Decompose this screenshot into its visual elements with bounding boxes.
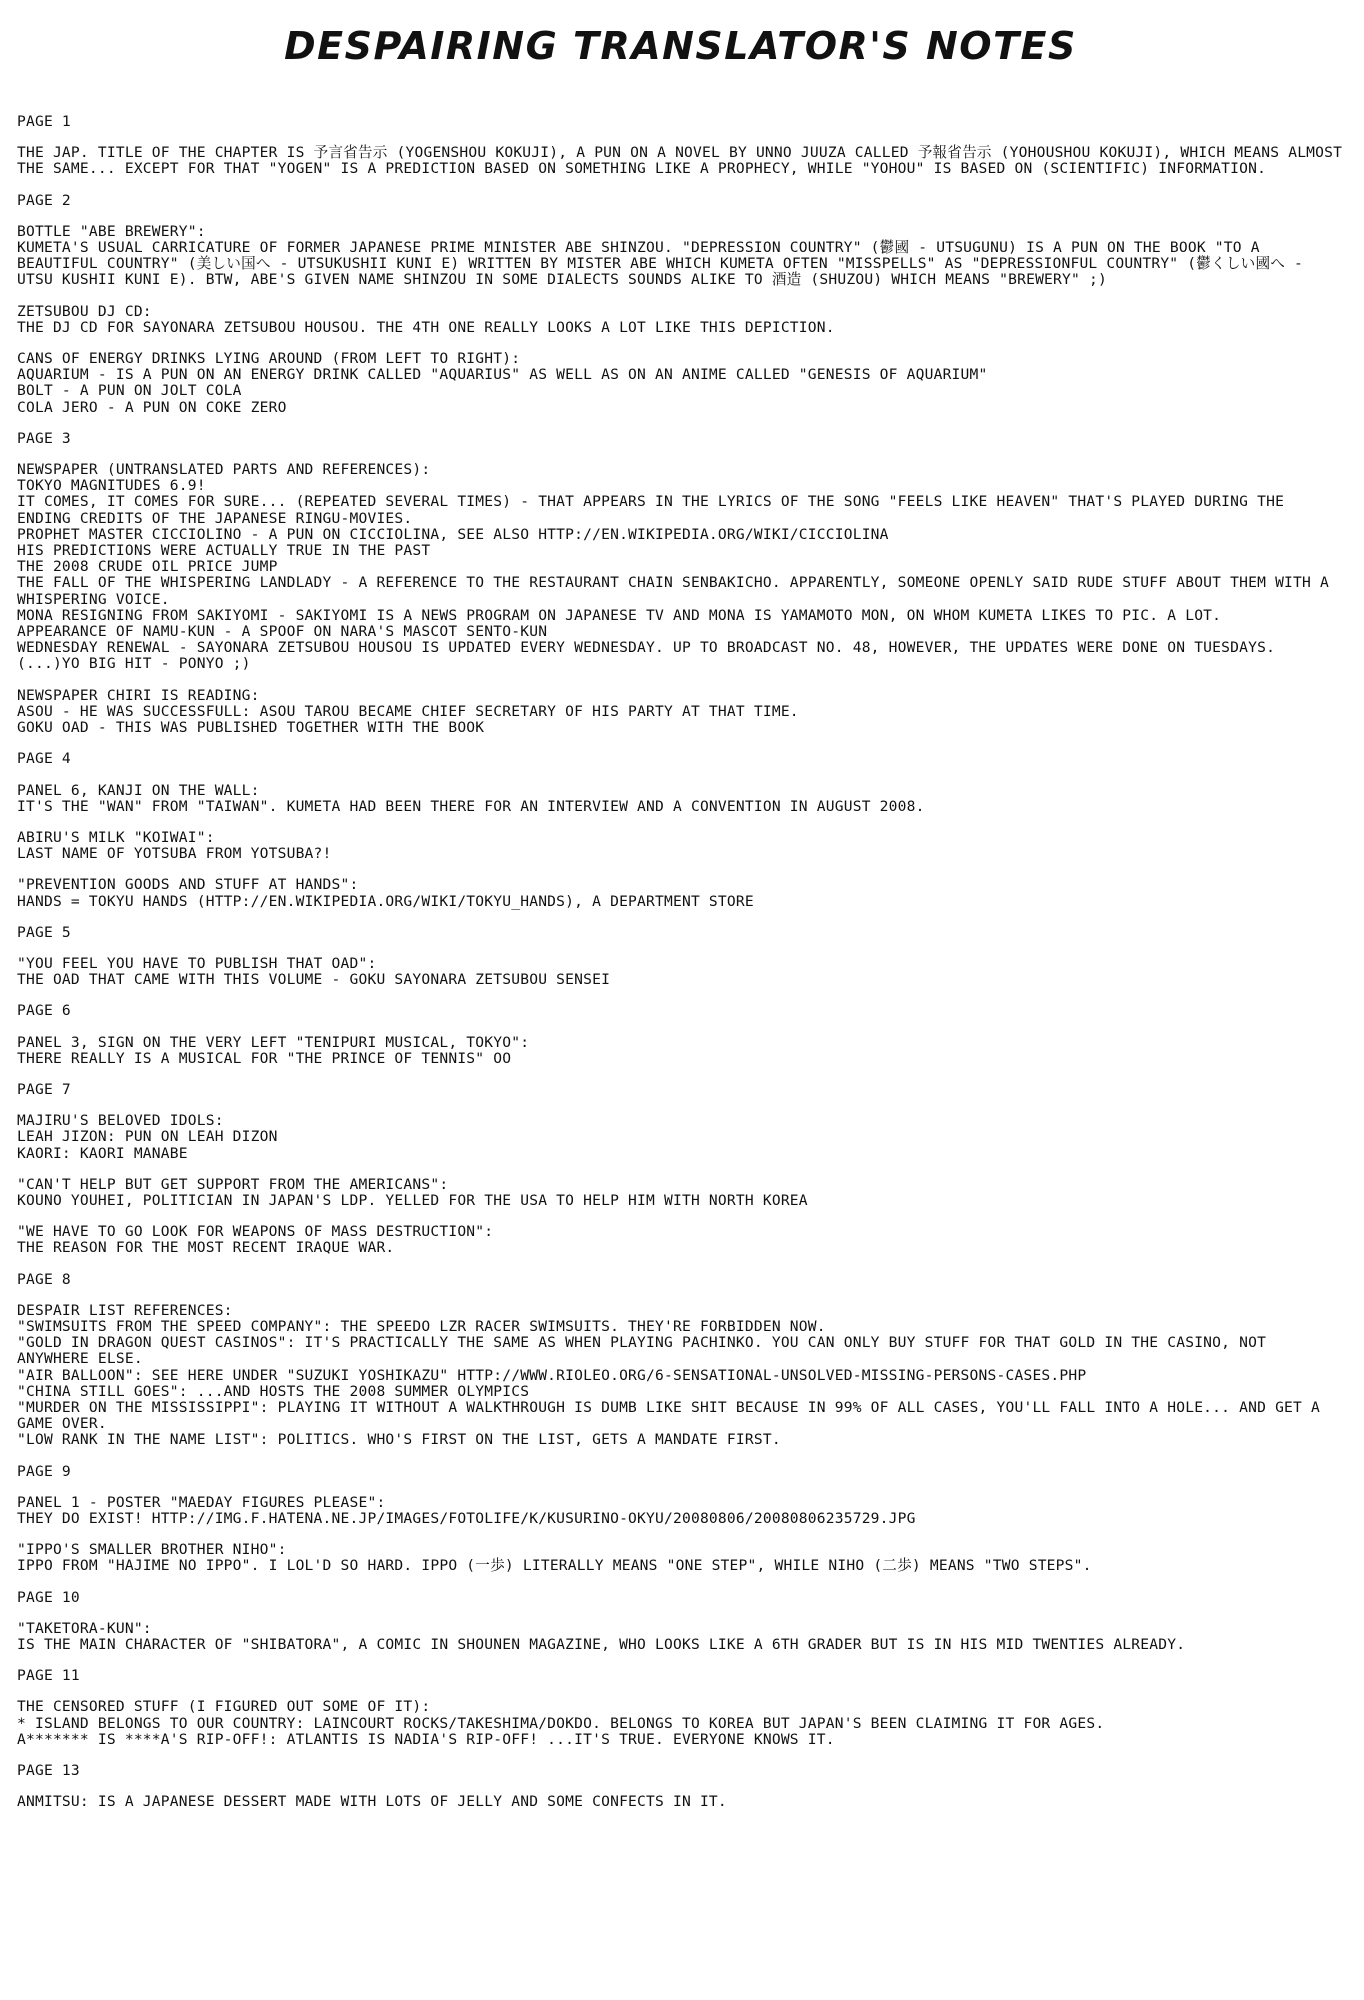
page-heading: PAGE 8 bbox=[17, 1270, 71, 1288]
note-section bbox=[17, 1763, 1344, 1810]
note-block bbox=[17, 688, 1344, 737]
note-block bbox=[17, 304, 1344, 336]
note-section bbox=[17, 1082, 1344, 1257]
note-section bbox=[17, 751, 1344, 909]
note-block bbox=[17, 1035, 1344, 1067]
page-heading: PAGE 9 bbox=[17, 1462, 71, 1480]
note-line: "GOLD IN DRAGON QUEST CASINOS": IT'S PRACTICALLY THE SAME AS WHEN PLAYING PACHINKO. YOU CAN ONLY BUY STUFF FOR THAT GOLD IN THE CASINO, NOT ANYWHERE ELSE. bbox=[17, 1334, 1267, 1368]
note-line: THEY DO EXIST! HTTP://IMG.F.HATENA.NE.JP/IMAGES/FOTOLIFE/K/KUSURINO-OKYU/20080806/20080806235729.JPG bbox=[17, 1510, 916, 1527]
note-line: IS THE MAIN CHARACTER OF "SHIBATORA", A COMIC IN SHOUNEN MAGAZINE, WHO LOOKS LIKE A 6TH GRADER BUT IS IN HIS MID TWENTIES ALREADY. bbox=[17, 1636, 1186, 1654]
note-line: A******* IS ****A'S RIP-OFF!: ATLANTIS IS NADIA'S RIP-OFF! ...IT'S TRUE. EVERYONE KNOWS IT. bbox=[17, 1730, 835, 1748]
note-line: GOKU OAD - THIS WAS PUBLISHED TOGETHER WITH THE BOOK bbox=[17, 719, 485, 737]
note-line: KOUNO YOUHEI, POLITICIAN IN JAPAN'S LDP. YELLED FOR THE USA TO HELP HIM WITH NORTH KOREA bbox=[17, 1191, 808, 1209]
note-section bbox=[17, 925, 1344, 989]
page-heading: PAGE 2 bbox=[17, 191, 71, 209]
note-block bbox=[17, 462, 1344, 673]
page-heading: PAGE 13 bbox=[17, 1762, 80, 1780]
note-block bbox=[17, 830, 1344, 862]
page-heading: PAGE 3 bbox=[17, 429, 71, 447]
note-line: COLA JERO - A PUN ON COKE ZERO bbox=[17, 398, 287, 416]
note-line: "CHINA STILL GOES": ...AND HOSTS THE 2008 SUMMER OLYMPICS bbox=[17, 1382, 530, 1400]
page-heading: PAGE 10 bbox=[17, 1588, 80, 1606]
note-heading: PANEL 3, SIGN ON THE VERY LEFT "TENIPURI MUSICAL, TOKYO": bbox=[17, 1033, 530, 1051]
note-heading: MAJIRU'S BELOVED IDOLS: bbox=[17, 1112, 224, 1130]
note-block bbox=[17, 1303, 1344, 1449]
note-heading: NEWSPAPER CHIRI IS READING: bbox=[17, 686, 260, 704]
note-heading: PANEL 1 - POSTER "MAEDAY FIGURES PLEASE": bbox=[17, 1493, 386, 1511]
notes-body bbox=[17, 114, 1344, 1810]
note-block bbox=[17, 1113, 1344, 1162]
note-block bbox=[17, 224, 1344, 289]
note-line: "MURDER ON THE MISSISSIPPI": PLAYING IT WITHOUT A WALKTHROUGH IS DUMB LIKE SHIT BECAUSE IN 99% OF ALL CASES, YOU'LL FALL INTO A HOLE... AND GET A GAME OVER. bbox=[17, 1398, 1320, 1433]
page-heading: PAGE 6 bbox=[17, 1002, 71, 1020]
note-line: ASOU - HE WAS SUCCESSFULL: ASOU TAROU BECAME CHIEF SECRETARY OF HIS PARTY AT THAT TIME. bbox=[17, 702, 799, 720]
note-block bbox=[17, 1699, 1344, 1748]
note-line: APPEARANCE OF NAMU-KUN - A SPOOF ON NARA'S MASCOT SENTO-KUN bbox=[17, 623, 548, 641]
note-section bbox=[17, 431, 1344, 736]
note-line: THERE REALLY IS A MUSICAL FOR "THE PRINCE OF TENNIS" OO bbox=[17, 1049, 512, 1067]
note-line: * ISLAND BELONGS TO OUR COUNTRY: LAINCOURT ROCKS/TAKESHIMA/DOKDO. BELONGS TO KOREA BUT JAPAN'S BEEN CLAIMING IT FOR AGES. bbox=[17, 1714, 1105, 1732]
note-section bbox=[17, 193, 1344, 416]
note-line: THE FALL OF THE WHISPERING LANDLADY - A REFERENCE TO THE RESTAURANT CHAIN SENBAKICHO. APPARENTLY, SOMEONE OPENLY SAID RUDE STUFF ABOUT THEM WITH A WHISPERING VOICE. bbox=[17, 574, 1329, 608]
note-line: WEDNESDAY RENEWAL - SAYONARA ZETSUBOU HOUSOU IS UPDATED EVERY WEDNESDAY. UP TO BROADCAST NO. 48, HOWEVER, THE UPDATES WERE DONE ON TUESDAYS. bbox=[17, 639, 1276, 657]
note-heading: DESPAIR LIST REFERENCES: bbox=[17, 1301, 233, 1319]
note-line: HANDS = TOKYU HANDS (HTTP://EN.WIKIPEDIA.ORG/WIKI/TOKYU_HANDS), A DEPARTMENT STORE bbox=[17, 892, 754, 910]
note-heading: "TAKETORA-KUN": bbox=[17, 1619, 152, 1637]
note-block bbox=[17, 1224, 1344, 1256]
note-line: KAORI: KAORI MANABE bbox=[17, 1144, 188, 1162]
note-block bbox=[17, 145, 1344, 177]
note-line: THE 2008 CRUDE OIL PRICE JUMP bbox=[17, 558, 278, 576]
note-line: THE OAD THAT CAME WITH THIS VOLUME - GOKU SAYONARA ZETSUBOU SENSEI bbox=[17, 971, 611, 989]
note-section bbox=[17, 1668, 1344, 1748]
note-line: IT COMES, IT COMES FOR SURE... (REPEATED SEVERAL TIMES) - THAT APPEARS IN THE LYRICS OF THE SONG "FEELS LIKE HEAVEN" THAT'S PLAYED DURING THE ENDING CREDITS OF THE JAPANESE RINGU-MOVIES. bbox=[17, 493, 1285, 527]
page-heading: PAGE 1 bbox=[17, 113, 71, 130]
note-line: "SWIMSUITS FROM THE SPEED COMPANY": THE SPEEDO LZR RACER SWIMSUITS. THEY'RE FORBIDDEN NOW. bbox=[17, 1317, 826, 1335]
page-heading: PAGE 5 bbox=[17, 923, 71, 941]
note-heading: CANS OF ENERGY DRINKS LYING AROUND (FROM LEFT TO RIGHT): bbox=[17, 350, 521, 368]
note-block bbox=[17, 1177, 1344, 1209]
note-heading: PANEL 6, KANJI ON THE WALL: bbox=[17, 781, 260, 799]
note-heading: ZETSUBOU DJ CD: bbox=[17, 302, 152, 320]
page-heading: PAGE 4 bbox=[17, 750, 71, 768]
note-line: MONA RESIGNING FROM SAKIYOMI - SAKIYOMI IS A NEWS PROGRAM ON JAPANESE TV AND MONA IS YAMAMOTO MON, ON WHOM KUMETA LIKES TO PIC. A LOT. bbox=[17, 606, 1222, 624]
note-heading: BOTTLE "ABE BREWERY": bbox=[17, 222, 206, 240]
note-line: AQUARIUM - IS A PUN ON AN ENERGY DRINK CALLED "AQUARIUS" AS WELL AS ON AN ANIME CALLED "GENESIS OF AQUARIUM" bbox=[17, 366, 988, 384]
note-section bbox=[17, 1003, 1344, 1067]
note-line: "AIR BALLOON": SEE HERE UNDER "SUZUKI YOSHIKAZU" HTTP://WWW.RIOLEO.ORG/6-SENSATIONAL-UNSOLVED-MISSING-PERSONS-CASES.PHP bbox=[17, 1366, 1087, 1384]
note-block bbox=[17, 1794, 1344, 1810]
note-block bbox=[17, 783, 1344, 815]
note-heading: "IPPO'S SMALLER BROTHER NIHO": bbox=[17, 1541, 287, 1559]
note-block bbox=[17, 1621, 1344, 1653]
note-line: IPPO FROM "HAJIME NO IPPO". I LOL'D SO HARD. IPPO (一歩) LITERALLY MEANS "ONE STEP", WHILE NIHO (二歩) MEANS "TWO STEPS". bbox=[17, 1557, 1092, 1575]
note-heading: "WE HAVE TO GO LOOK FOR WEAPONS OF MASS DESTRUCTION": bbox=[17, 1223, 494, 1241]
note-heading: "CAN'T HELP BUT GET SUPPORT FROM THE AMERICANS": bbox=[17, 1175, 449, 1193]
note-line: (...)YO BIG HIT - PONYO ;) bbox=[17, 655, 251, 673]
note-section bbox=[17, 1272, 1344, 1449]
note-line: ANMITSU: IS A JAPANESE DESSERT MADE WITH LOTS OF JELLY AND SOME CONFECTS IN IT. bbox=[17, 1793, 727, 1811]
note-block bbox=[17, 877, 1344, 909]
note-line: THE JAP. TITLE OF THE CHAPTER IS 予言省告示 (YOGENSHOU KOKUJI), A PUN ON A NOVEL BY UNNO JUUZA CALLED 予報省告示 (YOHOUSHOU KOKUJI), WHICH MEANS ALMOST THE SAME... EXCEPT FOR THAT "YOGEN" IS A PREDICTION BASED ON SOMETHING LIKE A PROPHECY, WHILE "YOHOU" IS BASED ON (SCIENTIFIC) INFORMATION. bbox=[17, 144, 1343, 178]
note-line: LAST NAME OF YOTSUBA FROM YOTSUBA?! bbox=[17, 845, 332, 863]
note-heading: "YOU FEEL YOU HAVE TO PUBLISH THAT OAD": bbox=[17, 954, 377, 972]
note-block bbox=[17, 1542, 1344, 1574]
page-heading: PAGE 7 bbox=[17, 1080, 71, 1098]
note-line: TOKYO MAGNITUDES 6.9! bbox=[17, 477, 206, 495]
note-block bbox=[17, 1495, 1344, 1527]
note-heading: NEWSPAPER (UNTRANSLATED PARTS AND REFERENCES): bbox=[17, 461, 431, 479]
note-line: THE DJ CD FOR SAYONARA ZETSUBOU HOUSOU. THE 4TH ONE REALLY LOOKS A LOT LIKE THIS DEPICTION. bbox=[17, 318, 835, 336]
note-line: PROPHET MASTER CICCIOLINO - A PUN ON CICCIOLINA, SEE ALSO HTTP://EN.WIKIPEDIA.ORG/WIKI/CICCIOLINA bbox=[17, 525, 889, 543]
note-line: IT'S THE "WAN" FROM "TAIWAN". KUMETA HAD BEEN THERE FOR AN INTERVIEW AND A CONVENTION IN AUGUST 2008. bbox=[17, 797, 925, 815]
note-block bbox=[17, 351, 1344, 416]
note-section bbox=[17, 1464, 1344, 1575]
page-title: DESPAIRING TRANSLATOR'S NOTES bbox=[284, 24, 1077, 68]
note-block bbox=[17, 956, 1344, 988]
note-line: LEAH JIZON: PUN ON LEAH DIZON bbox=[17, 1128, 278, 1146]
note-line: KUMETA'S USUAL CARRICATURE OF FORMER JAPANESE PRIME MINISTER ABE SHINZOU. "DEPRESSION COUNTRY" (鬱國 - UTSUGUNU) IS A PUN ON THE BOOK "TO A BEAUTIFUL COUNTRY" (美しい国へ - UTSUKUSHII KUNI E) WRITTEN BY MISTER ABE WHICH KUMETA OFTEN "MISSPELLS" AS "DEPRESSIONFUL COUNTRY" (鬱くしい國へ - UTSU KUSHII KUNI E). BTW, ABE'S GIVEN NAME SHINZOU IN SOME DIALECTS SOUNDS ALIKE TO 酒造 (SHUZOU) WHICH MEANS "BREWERY" ;) bbox=[17, 239, 1304, 289]
note-line: BOLT - A PUN ON JOLT COLA bbox=[17, 382, 242, 400]
note-line: THE REASON FOR THE MOST RECENT IRAQUE WAR. bbox=[17, 1239, 395, 1257]
page-heading: PAGE 11 bbox=[17, 1667, 80, 1685]
note-heading: THE CENSORED STUFF (I FIGURED OUT SOME OF IT): bbox=[17, 1698, 431, 1716]
note-line: HIS PREDICTIONS WERE ACTUALLY TRUE IN THE PAST bbox=[17, 542, 431, 560]
note-heading: ABIRU'S MILK "KOIWAI": bbox=[17, 828, 215, 846]
note-line: "LOW RANK IN THE NAME LIST": POLITICS. WHO'S FIRST ON THE LIST, GETS A MANDATE FIRST. bbox=[17, 1431, 781, 1449]
note-section bbox=[17, 1590, 1344, 1654]
note-section bbox=[17, 114, 1344, 178]
note-heading: "PREVENTION GOODS AND STUFF AT HANDS": bbox=[17, 876, 359, 894]
